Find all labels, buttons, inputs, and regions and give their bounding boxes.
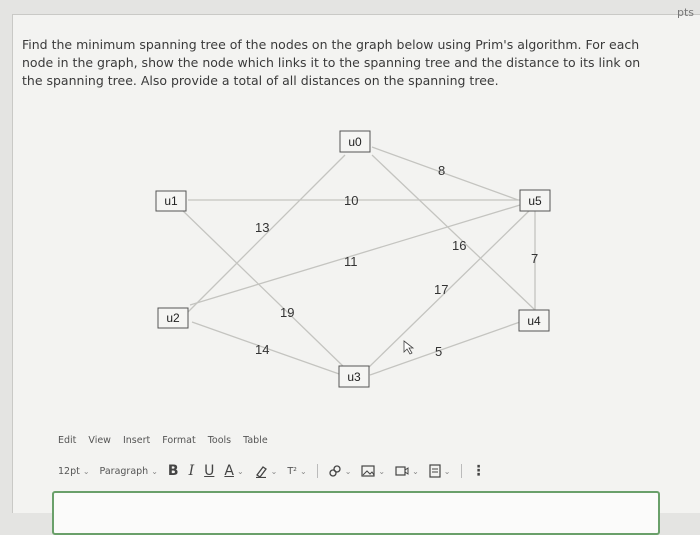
font-size-value: 12pt xyxy=(58,465,80,477)
node-u5-label: u5 xyxy=(528,194,542,208)
weight-u1-u5: 10 xyxy=(344,193,359,208)
weight-u0-u2: 13 xyxy=(255,220,270,235)
toolbar-divider xyxy=(317,464,318,478)
underline-button[interactable]: U xyxy=(204,463,215,479)
node-u3-label: u3 xyxy=(347,370,361,384)
node-u1-label: u1 xyxy=(164,194,178,208)
weight-u0-u5: 8 xyxy=(438,163,446,178)
link-icon xyxy=(328,464,342,478)
node-u4-label: u4 xyxy=(527,314,541,328)
weight-u1-u3: 19 xyxy=(280,305,295,320)
media-icon xyxy=(395,465,409,477)
superscript-button[interactable] xyxy=(287,466,306,477)
editor-menubar xyxy=(58,435,268,446)
bold-button[interactable]: B xyxy=(167,463,179,479)
node-u2-label: u2 xyxy=(166,311,180,325)
weight-u2-u5: 11 xyxy=(344,254,358,269)
mouse-cursor-icon xyxy=(404,341,413,354)
document-button[interactable] xyxy=(429,464,451,478)
toolbar-divider xyxy=(461,464,462,478)
weight-u2-u3: 14 xyxy=(255,342,270,357)
chevron-down-icon: ⌄ xyxy=(443,466,451,476)
node-u0-label: u0 xyxy=(348,135,362,149)
edge-u4-u3 xyxy=(370,322,520,375)
menu-insert[interactable]: Insert xyxy=(122,435,151,446)
text-color-button[interactable] xyxy=(224,463,243,479)
menu-format[interactable]: Format xyxy=(162,435,196,446)
font-size-select[interactable] xyxy=(58,466,90,477)
block-format-value: Paragraph xyxy=(99,465,149,477)
menu-view[interactable]: View xyxy=(88,435,111,446)
edge-u0-u4 xyxy=(372,155,535,310)
chevron-down-icon: ⌄ xyxy=(82,466,90,476)
text-color-icon: A xyxy=(224,463,234,479)
link-button[interactable] xyxy=(328,464,352,478)
more-options-button[interactable]: ⋮ xyxy=(471,463,486,479)
document-icon xyxy=(429,464,441,478)
chevron-down-icon: ⌄ xyxy=(344,466,352,476)
highlight-color-button[interactable] xyxy=(254,464,278,478)
menu-edit[interactable]: Edit xyxy=(58,435,77,446)
points-label: pts xyxy=(676,6,694,19)
image-icon xyxy=(361,465,375,477)
media-button[interactable] xyxy=(395,465,419,477)
menu-tools[interactable]: Tools xyxy=(207,435,232,446)
highlighter-icon xyxy=(254,464,268,478)
chevron-down-icon: ⌄ xyxy=(378,466,386,476)
chevron-down-icon: ⌄ xyxy=(299,466,307,476)
weight-u5-u3: 17 xyxy=(434,282,449,297)
italic-button[interactable]: I xyxy=(188,463,195,479)
edge-u5-u3 xyxy=(368,210,530,368)
question-text: Find the minimum spanning tree of the nodes on the graph below using Prim's algorithm. For each node in the graph, show the node which links it to the spanning tree and the distance to its link on the spanning tree. Also provide a total of all distances on the spanning tree. xyxy=(22,37,641,88)
chevron-down-icon: ⌄ xyxy=(412,466,419,476)
answer-text-editor[interactable] xyxy=(52,491,660,535)
weight-u4-u3: 5 xyxy=(435,344,443,359)
chevron-down-icon: ⌄ xyxy=(236,466,244,476)
editor-toolbar xyxy=(58,462,486,480)
block-format-select[interactable] xyxy=(100,466,158,477)
menu-table[interactable]: Table xyxy=(243,435,268,446)
image-button[interactable] xyxy=(361,465,385,477)
graph-edges xyxy=(180,147,535,375)
chevron-down-icon: ⌄ xyxy=(270,466,278,476)
chevron-down-icon: ⌄ xyxy=(151,466,158,476)
weight-u0-u4: 16 xyxy=(452,238,467,253)
superscript-icon: T² xyxy=(287,465,297,477)
weight-u5-u4: 7 xyxy=(531,251,539,266)
